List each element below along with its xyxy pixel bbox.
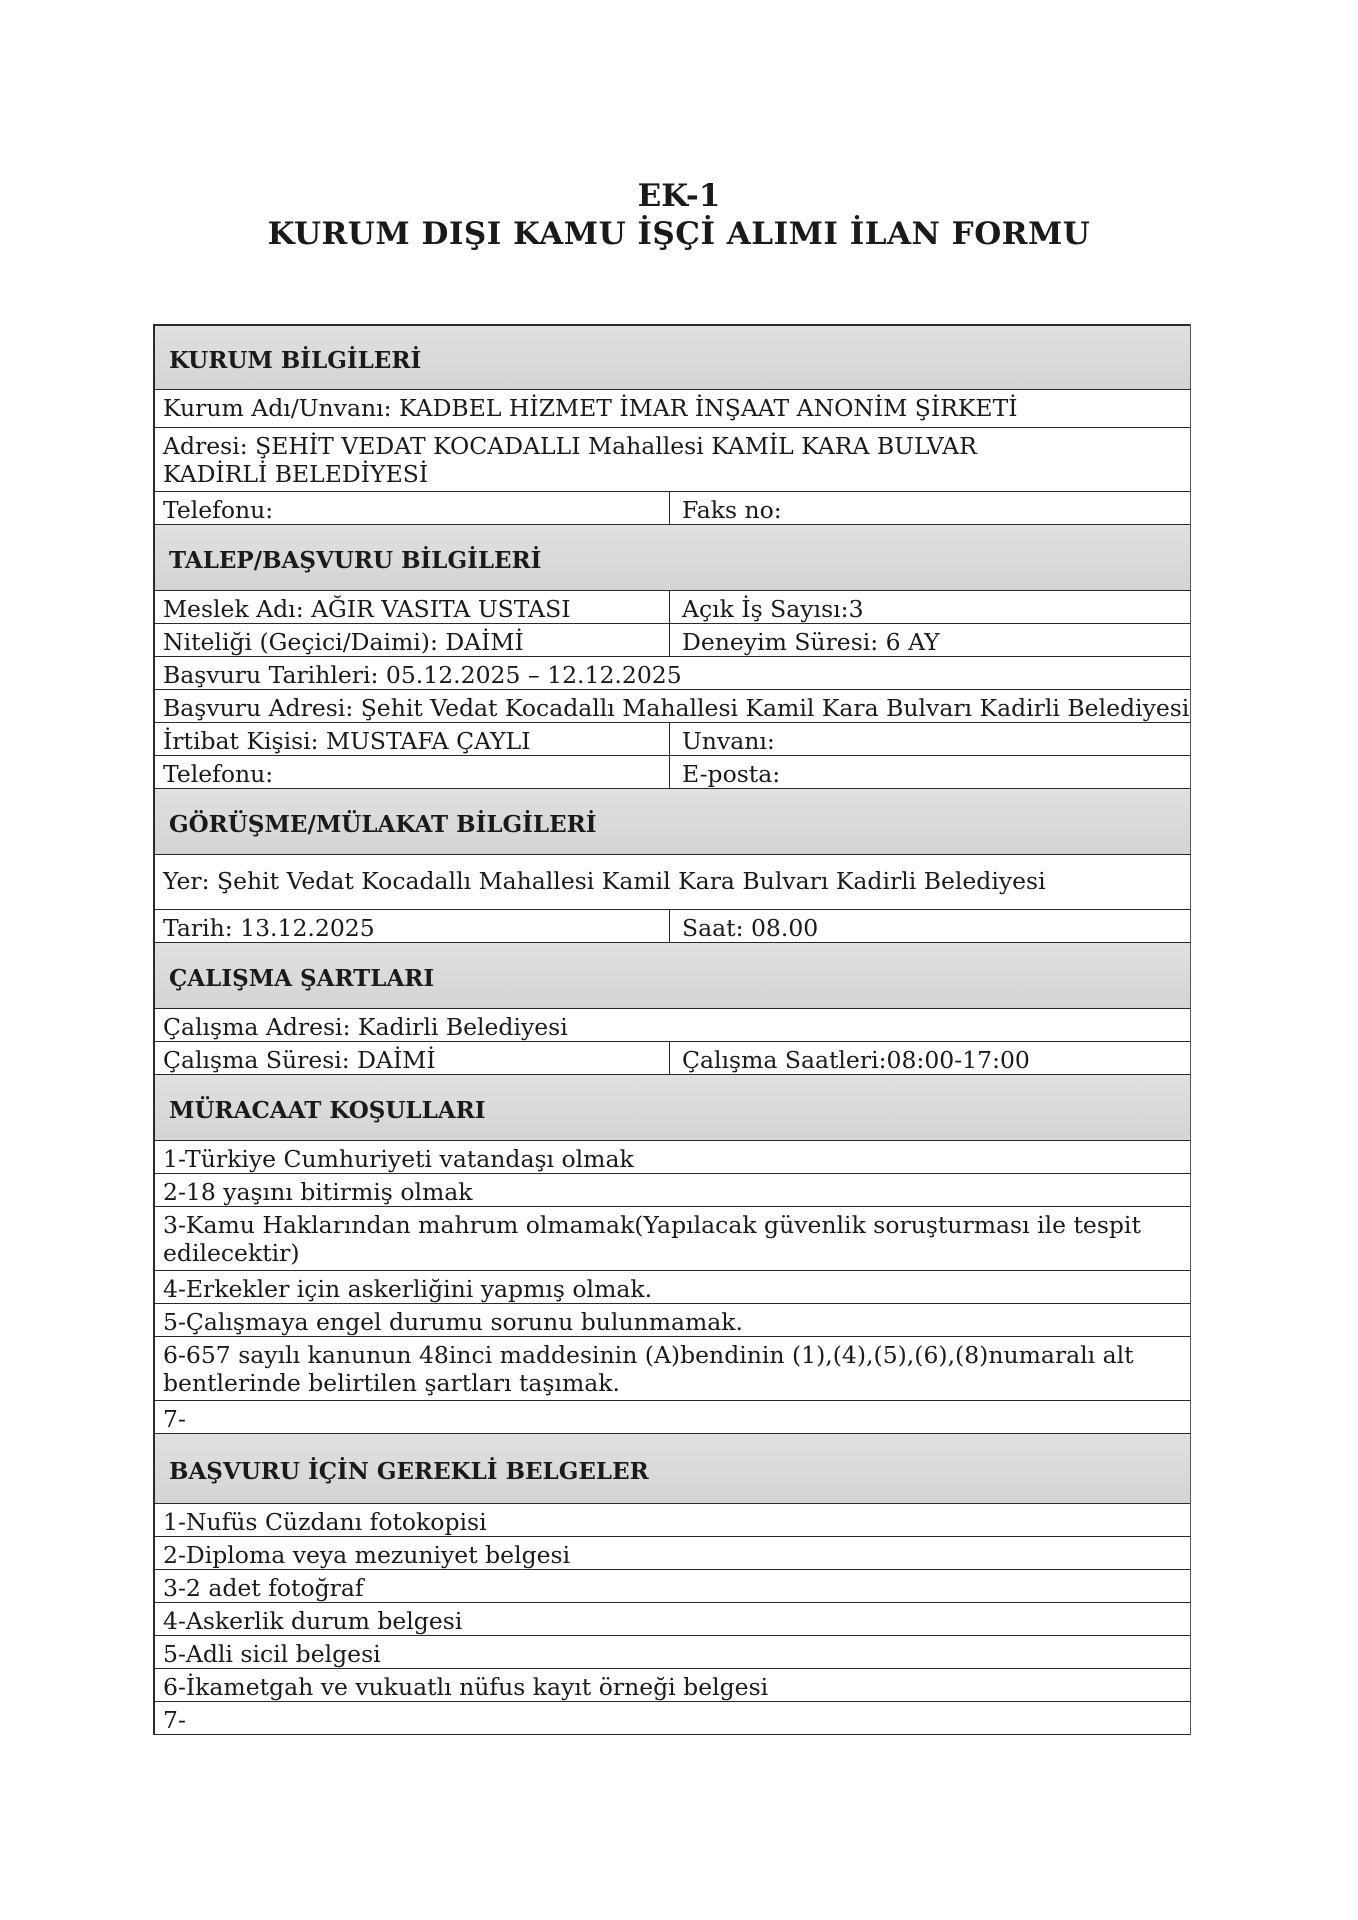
list-item: 1-Nufüs Cüzdanı fotokopisi bbox=[155, 1504, 1190, 1537]
row-gorusme-tarih-saat bbox=[155, 910, 1190, 943]
field-unvan: Unvanı: bbox=[682, 727, 775, 755]
field-kurum-adres: Adresi: ŞEHİT VEDAT KOCADALLI Mahallesi KAMİL KARA BULVAR KADİRLİ BELEDİYESİ bbox=[155, 428, 1190, 492]
section-header-muracaat: MÜRACAAT KOŞULLARI bbox=[155, 1075, 1190, 1141]
field-basvuru-adresi: Başvuru Adresi: Şehit Vedat Kocadallı Mahallesi Kamil Kara Bulvarı Kadirli Belediyesi bbox=[155, 690, 1190, 723]
section-header-calisma: ÇALIŞMA ŞARTLARI bbox=[155, 943, 1190, 1009]
field-kurum-adi: Kurum Adı/Unvanı: KADBEL HİZMET İMAR İNŞAAT ANONİM ŞİRKETİ bbox=[155, 390, 1190, 428]
section-header-talep: TALEP/BAŞVURU BİLGİLERİ bbox=[155, 525, 1190, 591]
announcement-form bbox=[153, 324, 1191, 1735]
field-calisma-adresi: Çalışma Adresi: Kadirli Belediyesi bbox=[155, 1009, 1190, 1042]
field-basvuru-tarihleri: Başvuru Tarihleri: 05.12.2025 – 12.12.2025 bbox=[155, 657, 1190, 690]
form-annex-label: EK-1 bbox=[637, 178, 721, 214]
list-item: 1-Türkiye Cumhuriyeti vatandaşı olmak bbox=[155, 1141, 1190, 1174]
field-meslek: Meslek Adı: AĞIR VASITA USTASI bbox=[155, 591, 670, 623]
row-talep-telefon-eposta bbox=[155, 756, 1190, 789]
row-meslek-acik-is bbox=[155, 591, 1190, 624]
field-gorusme-saat: Saat: 08.00 bbox=[682, 914, 819, 942]
list-item: 4-Askerlik durum belgesi bbox=[155, 1603, 1190, 1636]
row-nitelik-deneyim bbox=[155, 624, 1190, 657]
list-item: 5-Adli sicil belgesi bbox=[155, 1636, 1190, 1669]
field-talep-telefon: Telefonu: bbox=[155, 756, 670, 788]
field-kurum-telefon: Telefonu: bbox=[155, 492, 670, 524]
form-title: KURUM DIŞI KAMU İŞÇİ ALIMI İLAN FORMU bbox=[267, 216, 1091, 252]
field-deneyim: Deneyim Süresi: 6 AY bbox=[682, 628, 940, 656]
list-item: 5-Çalışmaya engel durumu sorunu bulunmamak. bbox=[155, 1304, 1190, 1337]
field-calisma-saatleri: Çalışma Saatleri:08:00-17:00 bbox=[682, 1046, 1030, 1074]
field-acik-is: Açık İş Sayısı:3 bbox=[682, 595, 864, 623]
row-irtibat-unvan bbox=[155, 723, 1190, 756]
field-gorusme-tarih: Tarih: 13.12.2025 bbox=[155, 910, 670, 942]
list-item: 7- bbox=[155, 1401, 1190, 1434]
list-item: 4-Erkekler için askerliğini yapmış olmak. bbox=[155, 1271, 1190, 1304]
section-header-gorusme: GÖRÜŞME/MÜLAKAT BİLGİLERİ bbox=[155, 789, 1190, 855]
field-irtibat: İrtibat Kişisi: MUSTAFA ÇAYLI bbox=[155, 723, 670, 755]
row-kurum-telefon-faks bbox=[155, 492, 1190, 525]
field-kurum-faks: Faks no: bbox=[682, 496, 782, 524]
list-item: 6-İkametgah ve vukuatlı nüfus kayıt örneği belgesi bbox=[155, 1669, 1190, 1702]
list-item: 3-Kamu Haklarından mahrum olmamak(Yapılacak güvenlik soruşturması ile tespit edilecektir) bbox=[155, 1207, 1190, 1271]
field-gorusme-yer: Yer: Şehit Vedat Kocadallı Mahallesi Kamil Kara Bulvarı Kadirli Belediyesi bbox=[155, 855, 1190, 910]
section-header-belgeler: BAŞVURU İÇİN GEREKLİ BELGELER bbox=[155, 1434, 1190, 1504]
row-calisma-sure-saat bbox=[155, 1042, 1190, 1075]
list-item: 6-657 sayılı kanunun 48inci maddesinin (A)bendinin (1),(4),(5),(6),(8)numaralı alt bentlerinde belirtilen şartları taşımak. bbox=[155, 1337, 1190, 1401]
section-header-kurum: KURUM BİLGİLERİ bbox=[155, 324, 1190, 390]
field-calisma-suresi: Çalışma Süresi: DAİMİ bbox=[155, 1042, 670, 1074]
list-item: 2-Diploma veya mezuniyet belgesi bbox=[155, 1537, 1190, 1570]
field-nitelik: Niteliği (Geçici/Daimi): DAİMİ bbox=[155, 624, 670, 656]
list-item: 7- bbox=[155, 1702, 1190, 1735]
list-item: 2-18 yaşını bitirmiş olmak bbox=[155, 1174, 1190, 1207]
list-item: 3-2 adet fotoğraf bbox=[155, 1570, 1190, 1603]
field-eposta: E-posta: bbox=[682, 760, 781, 788]
